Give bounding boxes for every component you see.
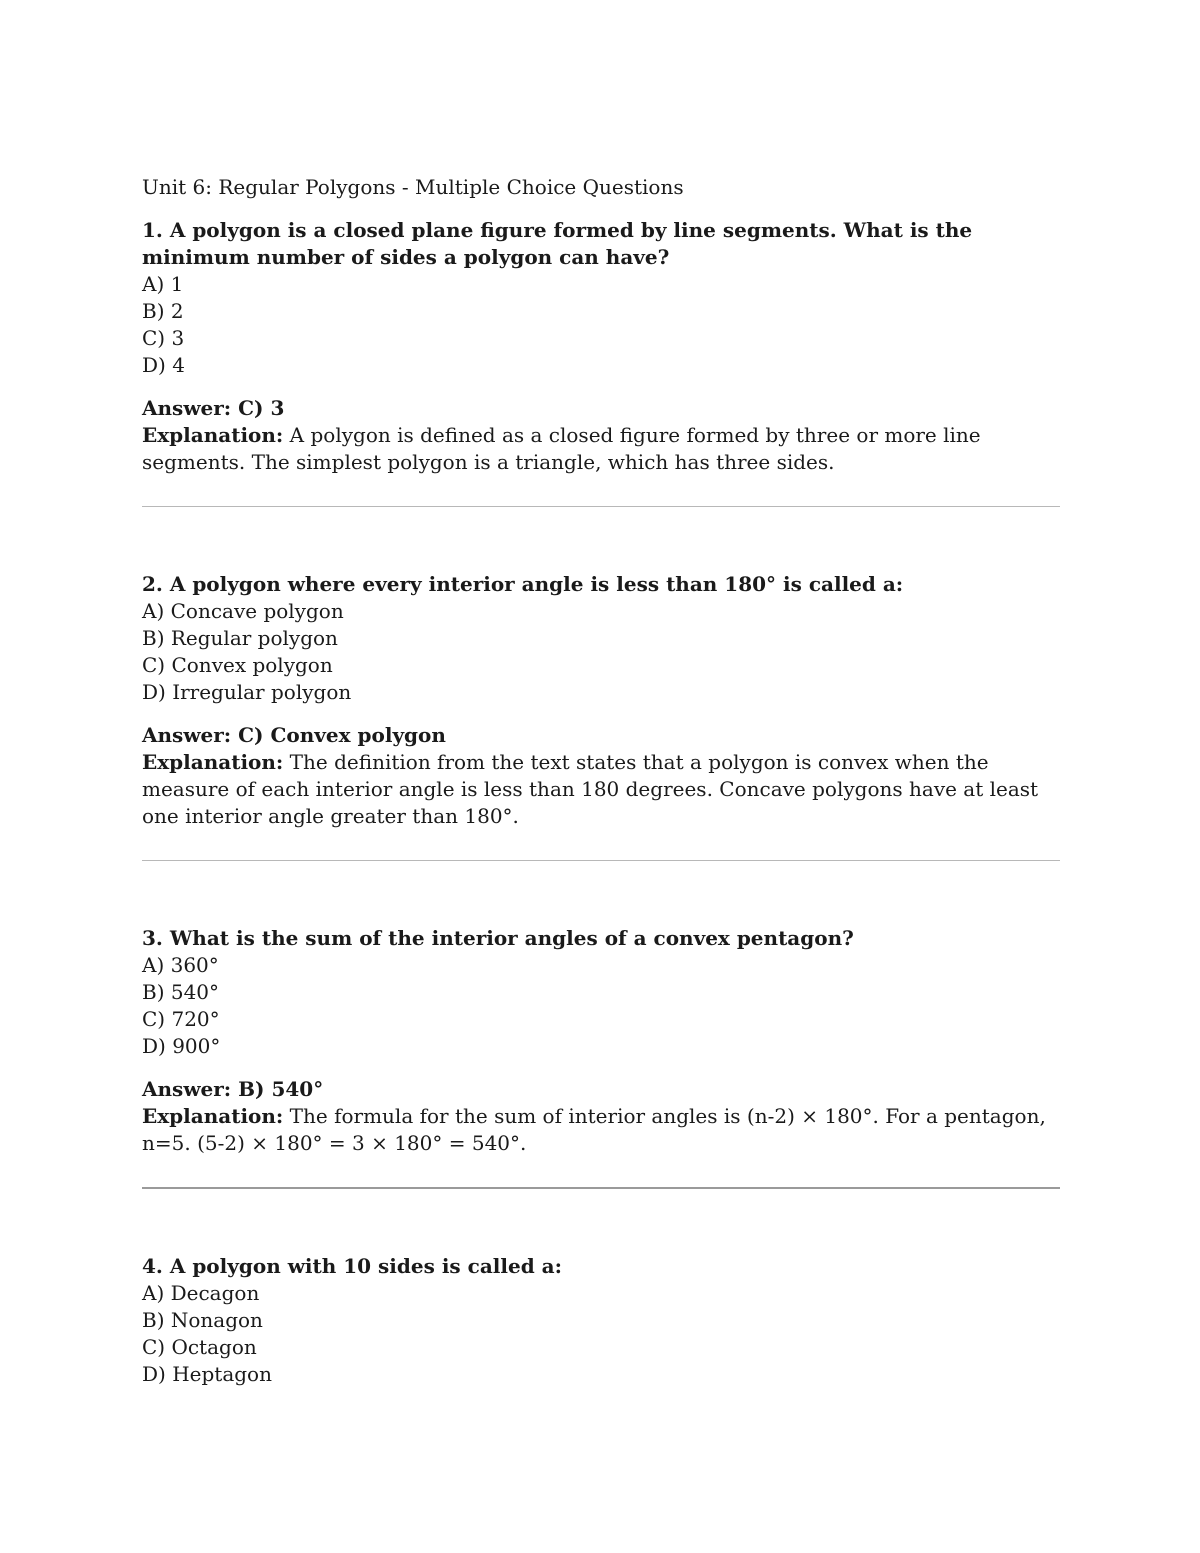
answer-block <box>142 395 1060 476</box>
question-block-1 <box>142 217 1060 476</box>
option-b: B) Nonagon <box>142 1308 263 1332</box>
section-divider <box>142 506 1060 507</box>
option-b: B) 540° <box>142 980 220 1004</box>
option-a: A) 1 <box>142 272 184 296</box>
explanation-text: The formula for the sum of interior angles is (n-2) × 180°. For a pentagon, n=5. (5-2) × 180° = 3 × 180° = 540°. <box>142 1104 1046 1155</box>
question-text: 3. What is the sum of the interior angles of a convex pentagon? <box>142 926 854 950</box>
explanation-label: Explanation: <box>142 750 284 774</box>
section-divider <box>142 860 1060 861</box>
option-b: B) 2 <box>142 299 184 323</box>
question-text: 2. A polygon where every interior angle is less than 180° is called a: <box>142 572 904 596</box>
options-list <box>142 952 1060 1060</box>
option-d: D) 4 <box>142 353 185 377</box>
option-d: D) Irregular polygon <box>142 680 352 704</box>
explanation <box>142 422 1060 476</box>
answer-line: Answer: C) Convex polygon <box>142 723 446 747</box>
document-title: Unit 6: Regular Polygons - Multiple Choice Questions <box>142 175 684 199</box>
option-a: A) Concave polygon <box>142 599 344 623</box>
answer-block <box>142 1076 1060 1157</box>
options-list <box>142 271 1060 379</box>
explanation <box>142 1103 1060 1157</box>
question-block-4 <box>142 1253 1060 1388</box>
explanation-text: A polygon is defined as a closed figure formed by three or more line segments. The simplest polygon is a triangle, which has three sides. <box>142 423 981 474</box>
document-page <box>142 174 1060 1388</box>
answer-block <box>142 722 1060 830</box>
question-text: 1. A polygon is a closed plane figure formed by line segments. What is the minimum number of sides a polygon can have? <box>142 218 973 269</box>
question-block-2 <box>142 571 1060 830</box>
option-c: C) Convex polygon <box>142 653 333 677</box>
option-b: B) Regular polygon <box>142 626 338 650</box>
options-list <box>142 1280 1060 1388</box>
option-c: C) Octagon <box>142 1335 257 1359</box>
options-list <box>142 598 1060 706</box>
option-c: C) 720° <box>142 1007 220 1031</box>
explanation-label: Explanation: <box>142 423 284 447</box>
option-c: C) 3 <box>142 326 185 350</box>
question-text: 4. A polygon with 10 sides is called a: <box>142 1254 562 1278</box>
explanation-label: Explanation: <box>142 1104 284 1128</box>
option-a: A) Decagon <box>142 1281 260 1305</box>
explanation-text: The definition from the text states that a polygon is convex when the measure of each interior angle is less than 180 degrees. Concave polygons have at least one interior angle greater than 180°. <box>142 750 1039 828</box>
option-d: D) Heptagon <box>142 1362 272 1386</box>
answer-line: Answer: C) 3 <box>142 396 285 420</box>
option-d: D) 900° <box>142 1034 221 1058</box>
explanation <box>142 749 1060 830</box>
option-a: A) 360° <box>142 953 219 977</box>
answer-line: Answer: B) 540° <box>142 1077 324 1101</box>
section-divider <box>142 1187 1060 1189</box>
question-block-3 <box>142 925 1060 1157</box>
